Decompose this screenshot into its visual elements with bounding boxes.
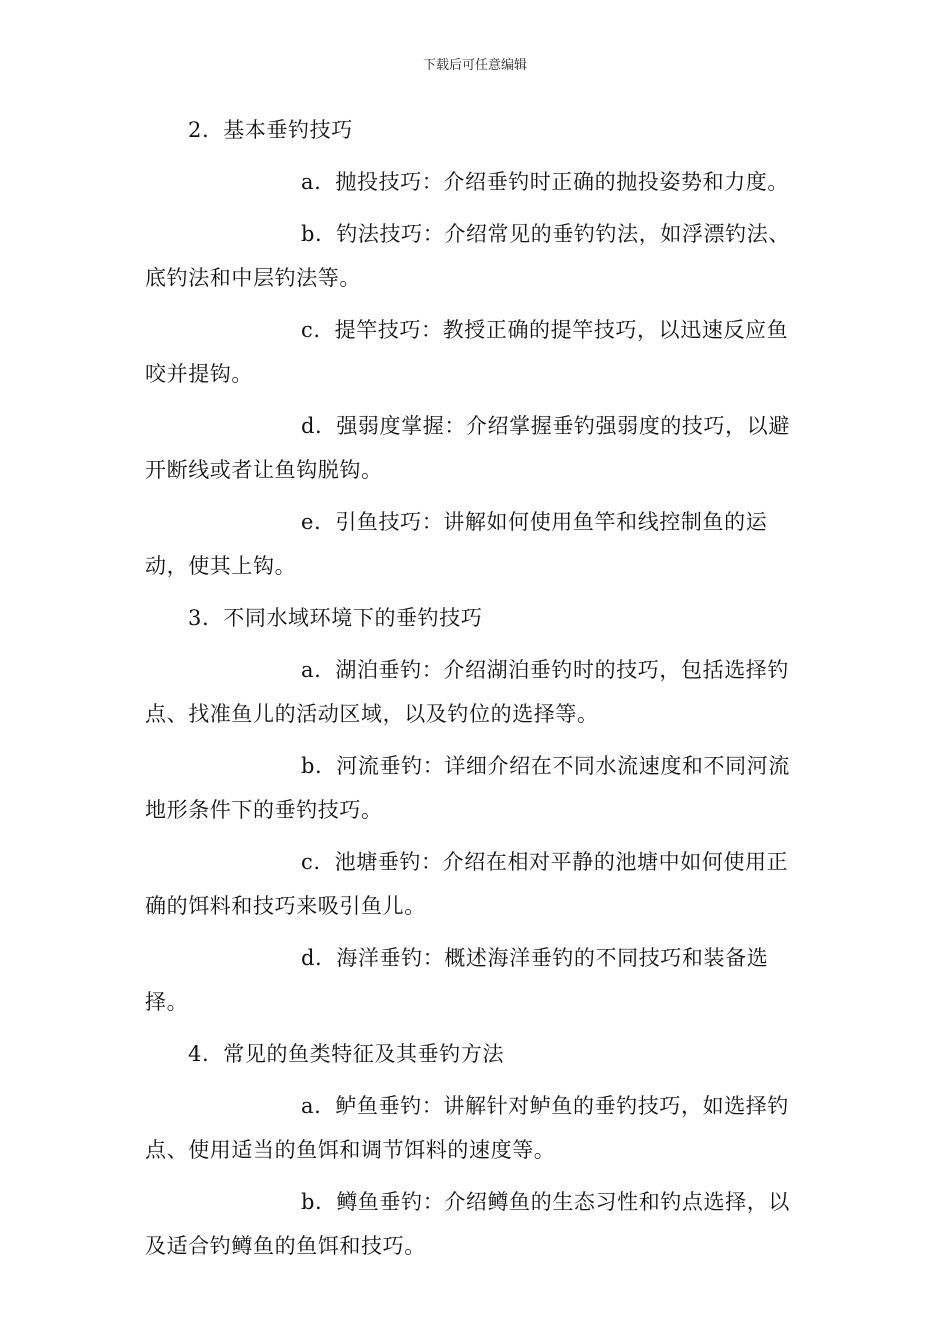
list-item [145, 160, 793, 204]
list-item [145, 840, 793, 928]
section-number: 3. [188, 606, 210, 630]
header-note: 下载后可任意编辑 [422, 58, 527, 73]
item-marker: d. [301, 946, 323, 970]
list-item [145, 1084, 793, 1172]
item-marker: a. [301, 1094, 322, 1118]
list-item [145, 404, 793, 492]
item-marker: b. [301, 754, 323, 778]
item-marker: b. [301, 1190, 323, 1214]
item-text: 鲈鱼垂钓：讲解针对鲈鱼的垂钓技巧，如选择钓点、使用适当的鱼饵和调节饵料的速度等。 [145, 1094, 790, 1162]
item-text: 抛投技巧：介绍垂钓时正确的抛投姿势和力度。 [335, 170, 790, 194]
list-item [145, 1180, 793, 1268]
item-marker: d. [301, 414, 323, 438]
list-item [145, 500, 793, 588]
section-title: 不同水域环境下的垂钓技巧 [223, 606, 483, 630]
section-heading [145, 108, 793, 152]
section-title: 常见的鱼类特征及其垂钓方法 [223, 1042, 505, 1066]
section-heading [145, 1032, 793, 1076]
section-number: 4. [188, 1042, 210, 1066]
section-title: 基本垂钓技巧 [223, 118, 353, 142]
list-item [145, 744, 793, 832]
item-text: 湖泊垂钓：介绍湖泊垂钓时的技巧，包括选择钓点、找准鱼儿的活动区域，以及钓位的选择等。 [145, 658, 790, 726]
list-item [145, 308, 793, 396]
item-text: 海洋垂钓：概述海洋垂钓的不同技巧和装备选择。 [145, 946, 769, 1014]
item-marker: e. [301, 510, 322, 534]
item-text: 河流垂钓：详细介绍在不同水流速度和不同河流地形条件下的垂钓技巧。 [145, 754, 790, 822]
item-marker: b. [301, 222, 323, 246]
item-marker: a. [301, 658, 322, 682]
document-body [145, 108, 793, 1276]
list-item [145, 648, 793, 736]
item-text: 池塘垂钓：介绍在相对平静的池塘中如何使用正确的饵料和技巧来吸引鱼儿。 [145, 850, 789, 918]
item-text: 引鱼技巧：讲解如何使用鱼竿和线控制鱼的运动，使其上钩。 [145, 510, 768, 578]
item-marker: c. [301, 850, 321, 874]
list-item [145, 212, 793, 300]
item-marker: a. [301, 170, 322, 194]
item-text: 鳟鱼垂钓：介绍鳟鱼的生态习性和钓点选择，以及适合钓鳟鱼的鱼饵和技巧。 [145, 1190, 790, 1258]
item-text: 钓法技巧：介绍常见的垂钓钓法，如浮漂钓法、底钓法和中层钓法等。 [145, 222, 790, 290]
item-text: 提竿技巧：教授正确的提竿技巧，以迅速反应鱼咬并提钩。 [145, 318, 789, 386]
item-marker: c. [301, 318, 321, 342]
list-item [145, 936, 793, 1024]
section-heading [145, 596, 793, 640]
section-number: 2. [188, 118, 210, 142]
item-text: 强弱度掌握：介绍掌握垂钓强弱度的技巧，以避开断线或者让鱼钩脱钩。 [145, 414, 790, 482]
